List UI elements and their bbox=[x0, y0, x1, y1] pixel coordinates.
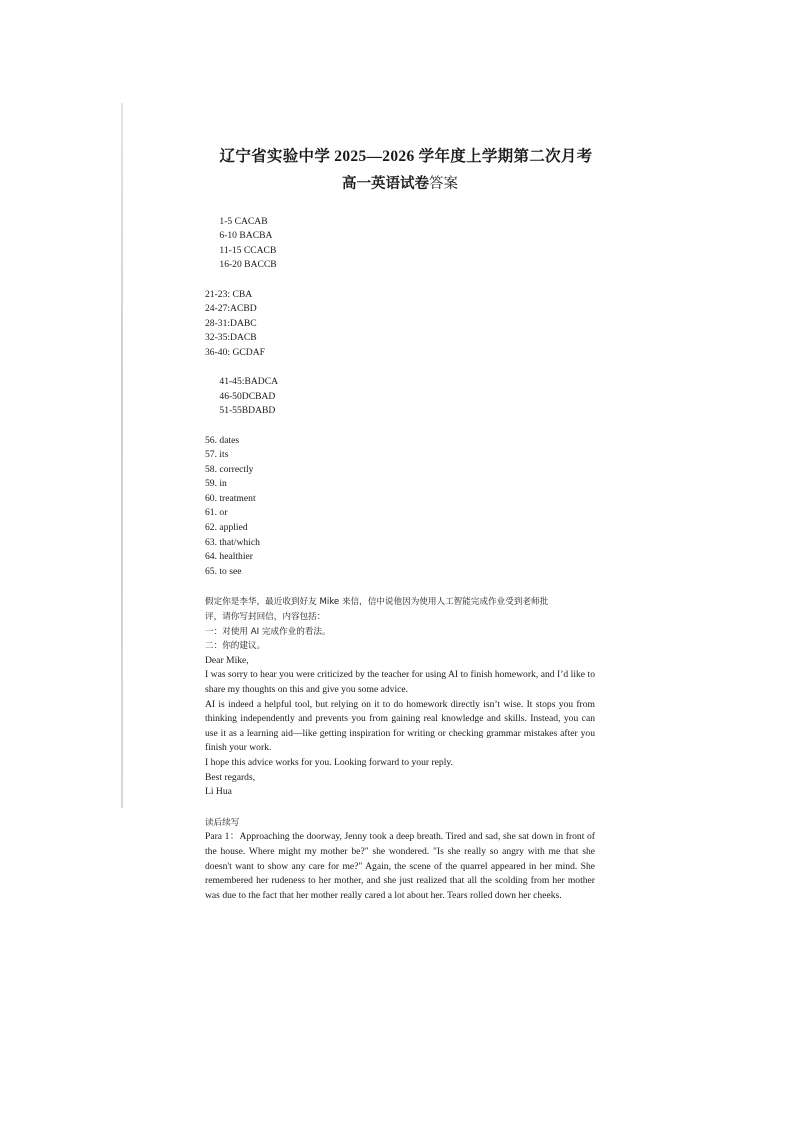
answer-group: 16-20 BACCB bbox=[219, 259, 277, 271]
page-title: 辽宁省实验中学 2025—2026 学年度上学期第二次月考 bbox=[219, 148, 593, 165]
fill-answer: 63. that/which bbox=[205, 536, 260, 548]
answer-key bbox=[205, 200, 595, 579]
fill-answer: 61. or bbox=[205, 507, 228, 519]
answer-line: 36-40: GCDAF bbox=[205, 346, 265, 358]
fill-answer: 57. its bbox=[205, 449, 229, 461]
subtitle-light: 答案 bbox=[429, 176, 458, 192]
writing-point: 二：你的建议。 bbox=[205, 641, 266, 652]
answer-line: 28-31:DABC bbox=[205, 317, 257, 329]
letter-closing: Best regards, bbox=[205, 771, 256, 783]
scan-edge-line bbox=[121, 103, 123, 808]
answer-group: 51-55BDABD bbox=[219, 405, 276, 417]
answer-line: 21-23: CBA bbox=[205, 288, 253, 300]
answer-group: 46-50DCBAD bbox=[219, 390, 276, 402]
answer-group: 41-45:BADCA bbox=[219, 376, 279, 388]
letter-paragraph: I hope this advice works for you. Looking forward to your reply. bbox=[205, 756, 453, 768]
fill-answer: 59. in bbox=[205, 478, 227, 490]
mc-answers-row bbox=[205, 200, 595, 288]
cloze-answers-row bbox=[205, 361, 595, 434]
continuation-heading: 读后续写 bbox=[205, 817, 240, 828]
page-subtitle bbox=[205, 174, 595, 194]
fill-answer: 62. applied bbox=[205, 522, 248, 534]
fill-answer: 56. dates bbox=[205, 434, 240, 446]
writing-section bbox=[205, 595, 595, 799]
fill-answer: 58. correctly bbox=[205, 463, 254, 475]
letter-paragraph: AI is indeed a helpful tool, but relying on it to do homework directly isn’t wise. It stops you from thinking independently and prevents you from gaining real knowledge and skills. Instead, you can use it as a learning aid—like getting inspiration for writing or checking grammar mistakes after you finish your work. bbox=[205, 698, 595, 754]
continuation-paragraph: Para 1：Approaching the doorway, Jenny took a deep breath. Tired and sad, she sat down in front of the house. Where might my mother be?" she wondered. "Is she really so angry with me that she doesn't want to show any care for me?" Again, the scene of the quarrel appeared in her mind. She remembered her rudeness to her mother, and she just realized that all the scolding from her mother was due to the fact that her mother really cared a lot about her. Tears rolled down her cheeks. bbox=[205, 831, 595, 901]
writing-prompt-line: 假定你是李华，最近收到好友 Mike 来信，信中说他因为使用人工智能完成作业受到老师批 bbox=[205, 597, 549, 608]
answer-group: 11-15 CCACB bbox=[219, 244, 277, 256]
answer-line: 32-35:DACB bbox=[205, 332, 257, 344]
continuation-section bbox=[205, 816, 595, 904]
fill-answer: 64. healthier bbox=[205, 551, 253, 563]
answer-line: 24-27:ACBD bbox=[205, 303, 257, 315]
answer-sheet bbox=[205, 146, 595, 903]
letter-signature: Li Hua bbox=[205, 786, 232, 798]
answer-group: 1-5 CACAB bbox=[219, 215, 268, 227]
letter-paragraph: I was sorry to hear you were criticized by the teacher for using AI to finish homework, and I’d like to share my thoughts on this and give you some advice. bbox=[205, 669, 595, 695]
writing-prompt-line: 评，请你写封回信，内容包括： bbox=[205, 612, 326, 623]
writing-point: 一：对使用 AI 完成作业的看法。 bbox=[205, 626, 331, 637]
fill-answer: 60. treatment bbox=[205, 492, 256, 504]
answer-group: 6-10 BACBA bbox=[219, 230, 273, 242]
subtitle-bold: 高一英语试卷 bbox=[342, 176, 429, 192]
fill-answer: 65. to see bbox=[205, 565, 242, 577]
letter-greeting: Dear Mike, bbox=[205, 654, 249, 666]
